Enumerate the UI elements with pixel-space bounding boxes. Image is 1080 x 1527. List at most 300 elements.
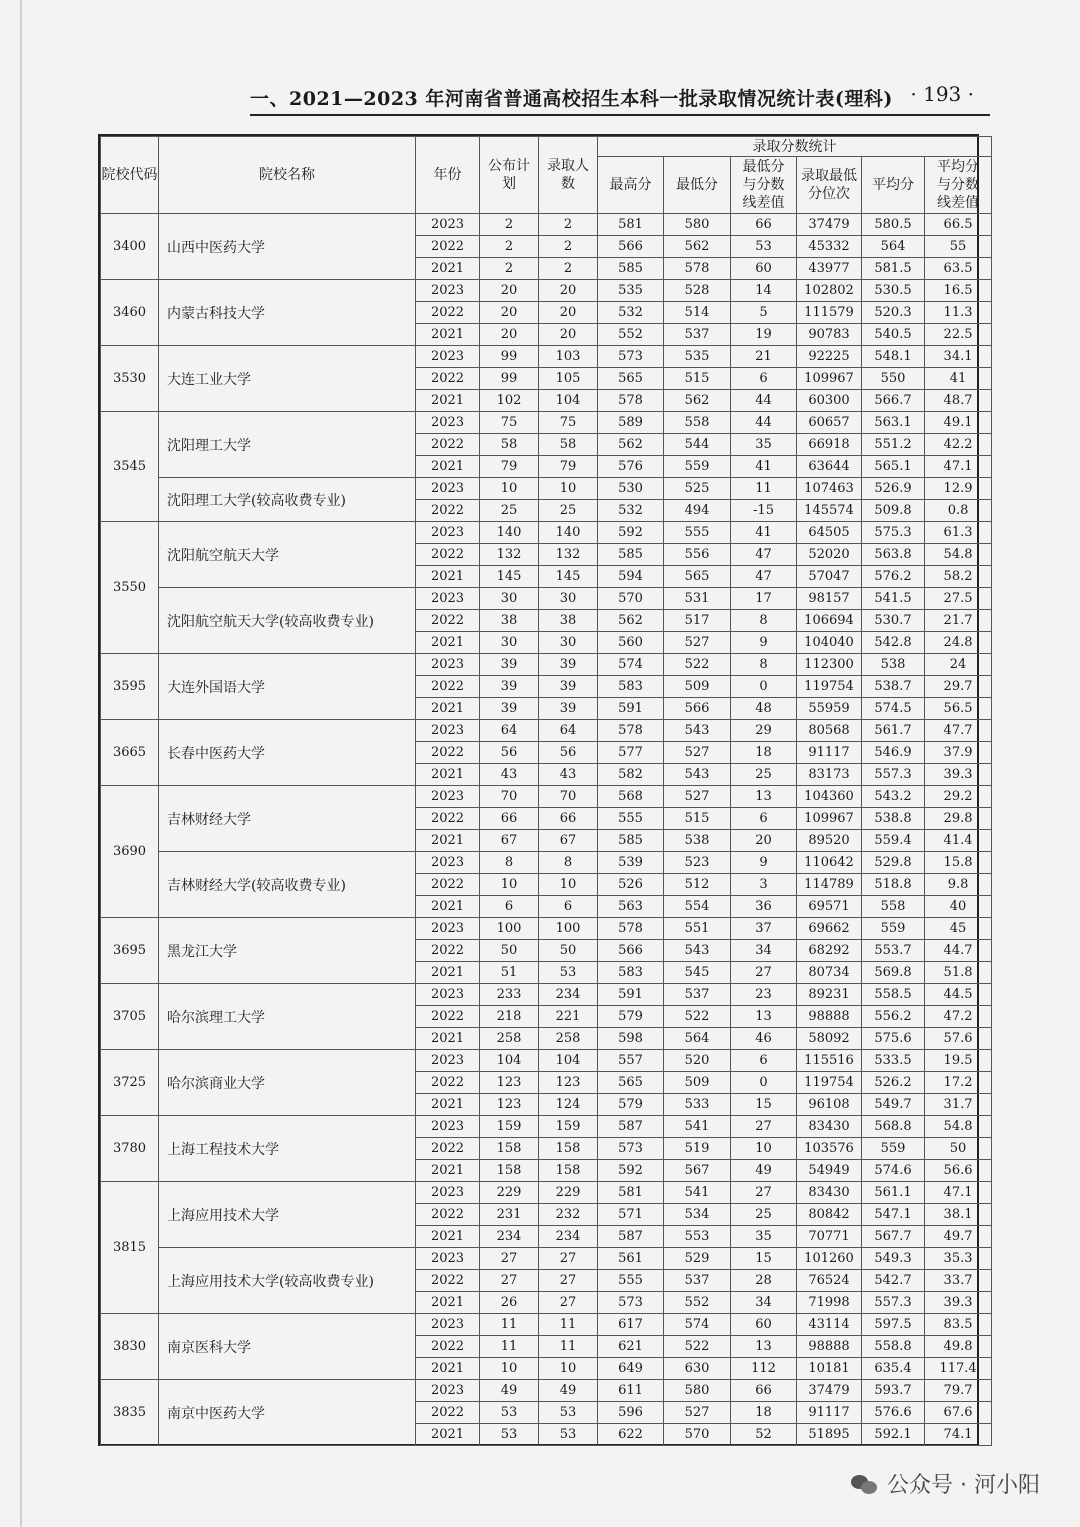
- cell-admitted: 75: [539, 412, 598, 434]
- cell-min-rank: 68292: [797, 940, 862, 962]
- cell-min-diff: 41: [731, 456, 797, 478]
- cell-avg-diff: 29.2: [925, 786, 992, 808]
- cell-avg-diff: 39.3: [925, 1292, 992, 1314]
- cell-avg-diff: 38.1: [925, 1204, 992, 1226]
- cell-year: 2022: [416, 544, 480, 566]
- cell-avg-diff: 41.4: [925, 830, 992, 852]
- cell-plan: 8: [480, 852, 539, 874]
- cell-year: 2021: [416, 390, 480, 412]
- cell-max-score: 539: [598, 852, 664, 874]
- cell-min-rank: 103576: [797, 1138, 862, 1160]
- cell-max-score: 577: [598, 742, 664, 764]
- cell-admitted: 66: [539, 808, 598, 830]
- school-name: 长春中医药大学: [159, 720, 416, 786]
- cell-admitted: 11: [539, 1336, 598, 1358]
- cell-admitted: 58: [539, 434, 598, 456]
- cell-min-score: 565: [664, 566, 731, 588]
- cell-max-score: 579: [598, 1094, 664, 1116]
- cell-min-score: 538: [664, 830, 731, 852]
- cell-avg-diff: 17.2: [925, 1072, 992, 1094]
- cell-avg-diff: 9.8: [925, 874, 992, 896]
- cell-avg-score: 547.1: [862, 1204, 925, 1226]
- cell-avg-score: 558.5: [862, 984, 925, 1006]
- cell-avg-diff: 47.7: [925, 720, 992, 742]
- cell-admitted: 70: [539, 786, 598, 808]
- cell-admitted: 124: [539, 1094, 598, 1116]
- cell-min-score: 535: [664, 346, 731, 368]
- cell-min-rank: 90783: [797, 324, 862, 346]
- cell-admitted: 104: [539, 1050, 598, 1072]
- cell-year: 2021: [416, 896, 480, 918]
- cell-avg-score: 557.3: [862, 764, 925, 786]
- cell-plan: 2: [480, 214, 539, 236]
- table-row: [101, 720, 992, 742]
- cell-avg-score: 518.8: [862, 874, 925, 896]
- cell-min-diff: 15: [731, 1094, 797, 1116]
- col-header-min-diff: 最低分与分数线差值: [731, 157, 797, 214]
- cell-admitted: 103: [539, 346, 598, 368]
- school-code: 3400: [101, 214, 159, 280]
- cell-plan: 10: [480, 1358, 539, 1380]
- cell-admitted: 39: [539, 676, 598, 698]
- cell-admitted: 10: [539, 1358, 598, 1380]
- cell-min-diff: 112: [731, 1358, 797, 1380]
- cell-min-rank: 80734: [797, 962, 862, 984]
- table-row: [101, 214, 992, 236]
- table-row: [101, 280, 992, 302]
- school-name: 南京医科大学: [159, 1314, 416, 1380]
- cell-min-diff: 0: [731, 676, 797, 698]
- cell-max-score: 589: [598, 412, 664, 434]
- cell-plan: 26: [480, 1292, 539, 1314]
- cell-admitted: 49: [539, 1380, 598, 1402]
- cell-min-diff: 13: [731, 1006, 797, 1028]
- cell-max-score: 571: [598, 1204, 664, 1226]
- cell-plan: 123: [480, 1072, 539, 1094]
- cell-avg-diff: 67.6: [925, 1402, 992, 1424]
- cell-min-rank: 55959: [797, 698, 862, 720]
- cell-min-rank: 43114: [797, 1314, 862, 1336]
- cell-min-score: 519: [664, 1138, 731, 1160]
- cell-avg-diff: 57.6: [925, 1028, 992, 1050]
- cell-max-score: 565: [598, 1072, 664, 1094]
- cell-admitted: 27: [539, 1292, 598, 1314]
- cell-min-diff: 25: [731, 1204, 797, 1226]
- cell-year: 2021: [416, 1094, 480, 1116]
- page-number: · 193 ·: [910, 82, 974, 106]
- cell-year: 2021: [416, 258, 480, 280]
- cell-min-diff: 20: [731, 830, 797, 852]
- cell-avg-diff: 45: [925, 918, 992, 940]
- table-row: [101, 346, 992, 368]
- cell-admitted: 104: [539, 390, 598, 412]
- cell-min-diff: 27: [731, 1116, 797, 1138]
- cell-plan: 38: [480, 610, 539, 632]
- cell-max-score: 585: [598, 544, 664, 566]
- cell-max-score: 574: [598, 654, 664, 676]
- school-name: 哈尔滨商业大学: [159, 1050, 416, 1116]
- cell-max-score: 578: [598, 390, 664, 412]
- col-header-name: 院校名称: [159, 137, 416, 214]
- cell-max-score: 596: [598, 1402, 664, 1424]
- cell-year: 2023: [416, 984, 480, 1006]
- cell-max-score: 594: [598, 566, 664, 588]
- cell-min-score: 522: [664, 1336, 731, 1358]
- cell-plan: 53: [480, 1424, 539, 1446]
- cell-admitted: 79: [539, 456, 598, 478]
- cell-min-rank: 102802: [797, 280, 862, 302]
- cell-max-score: 578: [598, 918, 664, 940]
- cell-min-diff: 23: [731, 984, 797, 1006]
- cell-min-rank: 114789: [797, 874, 862, 896]
- cell-min-diff: 66: [731, 1380, 797, 1402]
- cell-admitted: 43: [539, 764, 598, 786]
- cell-min-score: 531: [664, 588, 731, 610]
- table-row: [101, 1314, 992, 1336]
- cell-year: 2021: [416, 962, 480, 984]
- col-header-min-rank: 录取最低分位次: [797, 157, 862, 214]
- cell-avg-diff: 50: [925, 1138, 992, 1160]
- cell-admitted: 30: [539, 632, 598, 654]
- cell-min-diff: 6: [731, 1050, 797, 1072]
- cell-avg-diff: 39.3: [925, 764, 992, 786]
- cell-admitted: 39: [539, 698, 598, 720]
- cell-avg-diff: 54.8: [925, 1116, 992, 1138]
- cell-min-score: 509: [664, 1072, 731, 1094]
- cell-avg-score: 556.2: [862, 1006, 925, 1028]
- cell-min-rank: 76524: [797, 1270, 862, 1292]
- cell-min-score: 541: [664, 1116, 731, 1138]
- admission-table: [100, 136, 992, 1446]
- cell-min-diff: 9: [731, 852, 797, 874]
- school-code: 3780: [101, 1116, 159, 1182]
- cell-avg-diff: 55: [925, 236, 992, 258]
- cell-min-score: 564: [664, 1028, 731, 1050]
- cell-avg-diff: 29.8: [925, 808, 992, 830]
- cell-avg-score: 575.3: [862, 522, 925, 544]
- cell-plan: 50: [480, 940, 539, 962]
- cell-max-score: 555: [598, 1270, 664, 1292]
- cell-avg-diff: 54.8: [925, 544, 992, 566]
- cell-min-diff: 6: [731, 368, 797, 390]
- cell-avg-score: 540.5: [862, 324, 925, 346]
- cell-avg-score: 526.9: [862, 478, 925, 500]
- cell-max-score: 587: [598, 1116, 664, 1138]
- cell-min-diff: 35: [731, 434, 797, 456]
- cell-max-score: 562: [598, 610, 664, 632]
- cell-plan: 43: [480, 764, 539, 786]
- table-row: [101, 1248, 992, 1270]
- school-code: 3665: [101, 720, 159, 786]
- cell-avg-diff: 44.7: [925, 940, 992, 962]
- cell-year: 2023: [416, 1050, 480, 1072]
- col-header-code: 院校代码: [101, 137, 159, 214]
- school-name: 大连工业大学: [159, 346, 416, 412]
- cell-year: 2021: [416, 324, 480, 346]
- cell-min-diff: 37: [731, 918, 797, 940]
- cell-avg-diff: 83.5: [925, 1314, 992, 1336]
- cell-max-score: 565: [598, 368, 664, 390]
- cell-year: 2023: [416, 1182, 480, 1204]
- cell-min-diff: 48: [731, 698, 797, 720]
- cell-min-score: 630: [664, 1358, 731, 1380]
- cell-avg-score: 597.5: [862, 1314, 925, 1336]
- cell-max-score: 649: [598, 1358, 664, 1380]
- cell-plan: 11: [480, 1314, 539, 1336]
- cell-avg-score: 541.5: [862, 588, 925, 610]
- cell-min-rank: 80568: [797, 720, 862, 742]
- cell-avg-score: 538: [862, 654, 925, 676]
- cell-min-rank: 70771: [797, 1226, 862, 1248]
- cell-min-diff: 17: [731, 588, 797, 610]
- cell-avg-diff: 47.1: [925, 1182, 992, 1204]
- page-header: [250, 80, 990, 116]
- cell-min-diff: 15: [731, 1248, 797, 1270]
- cell-year: 2021: [416, 1358, 480, 1380]
- cell-avg-score: 542.7: [862, 1270, 925, 1292]
- cell-min-score: 517: [664, 610, 731, 632]
- school-code: 3695: [101, 918, 159, 984]
- cell-min-rank: 145574: [797, 500, 862, 522]
- cell-max-score: 591: [598, 698, 664, 720]
- cell-admitted: 2: [539, 214, 598, 236]
- school-name: 上海工程技术大学: [159, 1116, 416, 1182]
- cell-min-rank: 115516: [797, 1050, 862, 1072]
- cell-min-diff: 18: [731, 1402, 797, 1424]
- cell-plan: 51: [480, 962, 539, 984]
- cell-min-score: 525: [664, 478, 731, 500]
- cell-plan: 20: [480, 302, 539, 324]
- cell-plan: 99: [480, 368, 539, 390]
- cell-avg-score: 565.1: [862, 456, 925, 478]
- cell-avg-diff: 117.4: [925, 1358, 992, 1380]
- cell-year: 2022: [416, 1006, 480, 1028]
- cell-plan: 11: [480, 1336, 539, 1358]
- cell-year: 2023: [416, 720, 480, 742]
- school-code: 3705: [101, 984, 159, 1050]
- cell-avg-score: 549.3: [862, 1248, 925, 1270]
- cell-year: 2022: [416, 676, 480, 698]
- page-title: 一、2021—2023 年河南省普通高校招生本科一批录取情况统计表(理科): [250, 88, 893, 110]
- cell-admitted: 221: [539, 1006, 598, 1028]
- school-code: 3530: [101, 346, 159, 412]
- cell-avg-diff: 49.7: [925, 1226, 992, 1248]
- cell-min-diff: 52: [731, 1424, 797, 1446]
- cell-min-diff: 44: [731, 412, 797, 434]
- cell-min-score: 527: [664, 1402, 731, 1424]
- admission-table-container: [98, 134, 979, 1446]
- cell-max-score: 535: [598, 280, 664, 302]
- cell-year: 2023: [416, 1116, 480, 1138]
- cell-min-diff: 14: [731, 280, 797, 302]
- cell-min-score: 527: [664, 742, 731, 764]
- cell-plan: 39: [480, 698, 539, 720]
- cell-avg-score: 509.8: [862, 500, 925, 522]
- cell-max-score: 532: [598, 302, 664, 324]
- cell-plan: 140: [480, 522, 539, 544]
- school-code: 3725: [101, 1050, 159, 1116]
- cell-year: 2023: [416, 1380, 480, 1402]
- cell-avg-score: 635.4: [862, 1358, 925, 1380]
- cell-min-score: 544: [664, 434, 731, 456]
- cell-avg-score: 566.7: [862, 390, 925, 412]
- cell-min-diff: 35: [731, 1226, 797, 1248]
- cell-max-score: 582: [598, 764, 664, 786]
- cell-min-rank: 60300: [797, 390, 862, 412]
- cell-avg-score: 526.2: [862, 1072, 925, 1094]
- cell-min-diff: -15: [731, 500, 797, 522]
- cell-avg-score: 558.8: [862, 1336, 925, 1358]
- cell-avg-score: 520.3: [862, 302, 925, 324]
- cell-plan: 10: [480, 478, 539, 500]
- cell-admitted: 105: [539, 368, 598, 390]
- cell-min-diff: 21: [731, 346, 797, 368]
- school-code: 3690: [101, 786, 159, 918]
- cell-avg-score: 557.3: [862, 1292, 925, 1314]
- cell-admitted: 38: [539, 610, 598, 632]
- col-header-min: 最低分: [664, 157, 731, 214]
- col-header-year: 年份: [416, 137, 480, 214]
- cell-plan: 231: [480, 1204, 539, 1226]
- cell-min-score: 554: [664, 896, 731, 918]
- cell-admitted: 2: [539, 258, 598, 280]
- cell-min-diff: 53: [731, 236, 797, 258]
- footer-source: [851, 1468, 1040, 1499]
- cell-year: 2022: [416, 1138, 480, 1160]
- cell-avg-score: 538.7: [862, 676, 925, 698]
- cell-avg-diff: 0.8: [925, 500, 992, 522]
- cell-min-diff: 27: [731, 962, 797, 984]
- cell-min-rank: 98888: [797, 1336, 862, 1358]
- cell-min-rank: 104360: [797, 786, 862, 808]
- cell-admitted: 27: [539, 1270, 598, 1292]
- cell-min-rank: 69662: [797, 918, 862, 940]
- table-row: [101, 1182, 992, 1204]
- cell-year: 2021: [416, 698, 480, 720]
- col-header-max: 最高分: [598, 157, 664, 214]
- cell-avg-diff: 37.9: [925, 742, 992, 764]
- cell-avg-diff: 63.5: [925, 258, 992, 280]
- cell-plan: 20: [480, 280, 539, 302]
- cell-admitted: 50: [539, 940, 598, 962]
- cell-year: 2022: [416, 302, 480, 324]
- cell-max-score: 578: [598, 720, 664, 742]
- cell-min-score: 523: [664, 852, 731, 874]
- cell-plan: 158: [480, 1138, 539, 1160]
- cell-admitted: 229: [539, 1182, 598, 1204]
- cell-plan: 10: [480, 874, 539, 896]
- cell-min-rank: 112300: [797, 654, 862, 676]
- cell-avg-score: 553.7: [862, 940, 925, 962]
- cell-avg-diff: 47.2: [925, 1006, 992, 1028]
- cell-avg-score: 592.1: [862, 1424, 925, 1446]
- cell-min-rank: 58092: [797, 1028, 862, 1050]
- col-header-stats-group: 录取分数统计: [598, 137, 992, 157]
- cell-avg-diff: 22.5: [925, 324, 992, 346]
- cell-avg-diff: 79.7: [925, 1380, 992, 1402]
- table-row: [101, 786, 992, 808]
- cell-min-diff: 25: [731, 764, 797, 786]
- cell-admitted: 8: [539, 852, 598, 874]
- cell-min-score: 552: [664, 1292, 731, 1314]
- cell-min-rank: 119754: [797, 676, 862, 698]
- cell-admitted: 27: [539, 1248, 598, 1270]
- cell-plan: 234: [480, 1226, 539, 1248]
- cell-min-rank: 92225: [797, 346, 862, 368]
- cell-min-score: 580: [664, 214, 731, 236]
- table-row: [101, 918, 992, 940]
- cell-year: 2021: [416, 566, 480, 588]
- cell-min-diff: 19: [731, 324, 797, 346]
- school-name: 哈尔滨理工大学: [159, 984, 416, 1050]
- cell-min-score: 578: [664, 258, 731, 280]
- cell-admitted: 6: [539, 896, 598, 918]
- school-code: 3595: [101, 654, 159, 720]
- cell-plan: 79: [480, 456, 539, 478]
- cell-admitted: 123: [539, 1072, 598, 1094]
- cell-min-score: 541: [664, 1182, 731, 1204]
- cell-min-diff: 47: [731, 544, 797, 566]
- cell-avg-score: 580.5: [862, 214, 925, 236]
- cell-min-rank: 101260: [797, 1248, 862, 1270]
- cell-min-rank: 109967: [797, 368, 862, 390]
- cell-min-score: 551: [664, 918, 731, 940]
- cell-min-rank: 107463: [797, 478, 862, 500]
- school-name: 上海应用技术大学: [159, 1182, 416, 1248]
- cell-admitted: 53: [539, 1424, 598, 1446]
- cell-min-diff: 10: [731, 1138, 797, 1160]
- school-name: 沈阳理工大学(较高收费专业): [159, 478, 416, 522]
- cell-min-diff: 60: [731, 258, 797, 280]
- cell-min-diff: 34: [731, 1292, 797, 1314]
- cell-plan: 2: [480, 258, 539, 280]
- cell-admitted: 234: [539, 984, 598, 1006]
- cell-plan: 218: [480, 1006, 539, 1028]
- cell-plan: 49: [480, 1380, 539, 1402]
- cell-year: 2023: [416, 852, 480, 874]
- cell-min-diff: 60: [731, 1314, 797, 1336]
- cell-max-score: 570: [598, 588, 664, 610]
- cell-min-score: 527: [664, 632, 731, 654]
- cell-avg-diff: 47.1: [925, 456, 992, 478]
- cell-avg-diff: 49.1: [925, 412, 992, 434]
- cell-min-score: 527: [664, 786, 731, 808]
- cell-min-score: 534: [664, 1204, 731, 1226]
- cell-avg-score: 561.1: [862, 1182, 925, 1204]
- cell-year: 2021: [416, 1424, 480, 1446]
- cell-avg-score: 542.8: [862, 632, 925, 654]
- cell-min-score: 553: [664, 1226, 731, 1248]
- cell-avg-diff: 27.5: [925, 588, 992, 610]
- cell-max-score: 555: [598, 808, 664, 830]
- cell-min-diff: 13: [731, 1336, 797, 1358]
- cell-plan: 25: [480, 500, 539, 522]
- cell-plan: 229: [480, 1182, 539, 1204]
- school-code: 3830: [101, 1314, 159, 1380]
- cell-year: 2022: [416, 500, 480, 522]
- cell-plan: 56: [480, 742, 539, 764]
- cell-year: 2022: [416, 368, 480, 390]
- cell-plan: 70: [480, 786, 539, 808]
- cell-avg-score: 533.5: [862, 1050, 925, 1072]
- cell-max-score: 566: [598, 236, 664, 258]
- cell-admitted: 2: [539, 236, 598, 258]
- cell-max-score: 585: [598, 830, 664, 852]
- cell-year: 2022: [416, 1336, 480, 1358]
- cell-admitted: 145: [539, 566, 598, 588]
- cell-admitted: 11: [539, 1314, 598, 1336]
- cell-max-score: 568: [598, 786, 664, 808]
